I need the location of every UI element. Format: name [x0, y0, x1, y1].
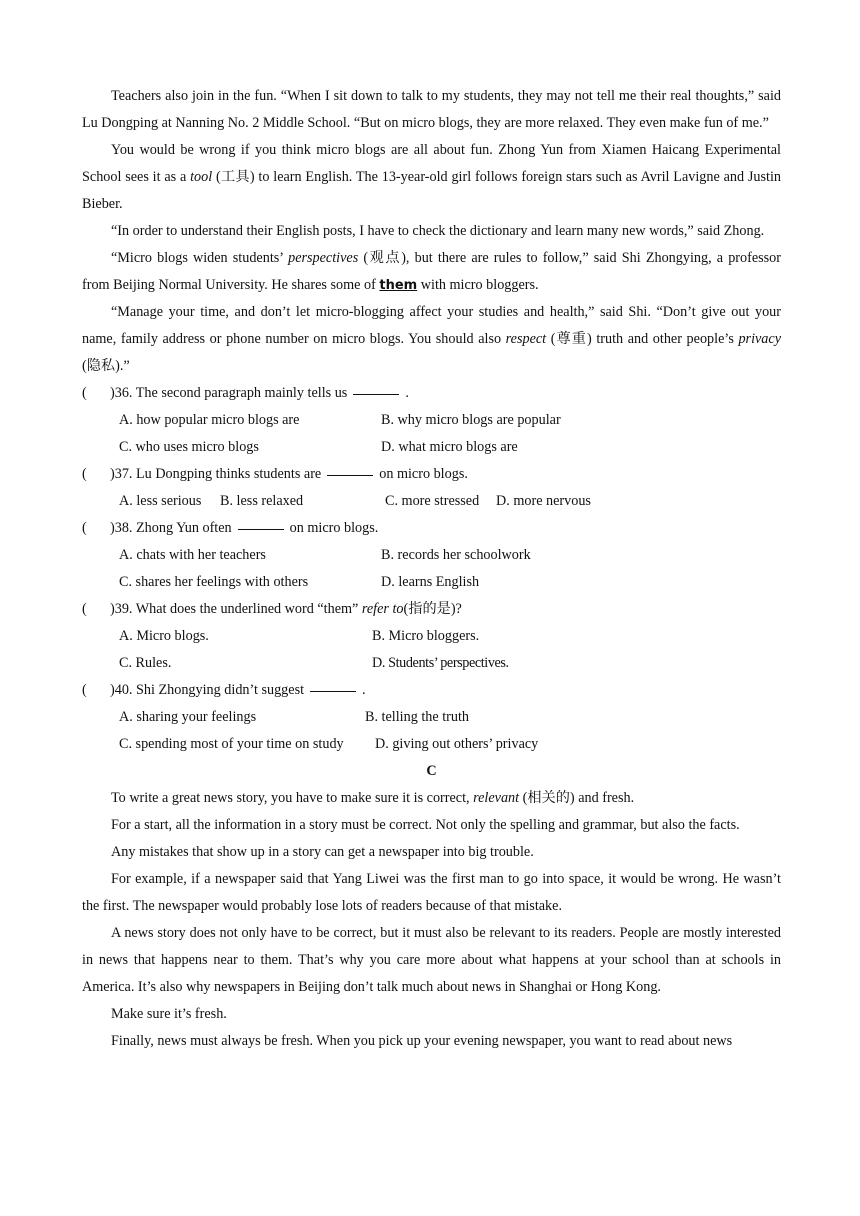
- answer-blank: [310, 677, 356, 692]
- question-38: [82, 515, 781, 542]
- question-end: .: [362, 682, 366, 698]
- word-privacy: privacy: [738, 331, 781, 347]
- option-c: C. spending most of your time on study: [119, 736, 344, 752]
- options-row: [82, 569, 781, 596]
- section-heading-c: C: [426, 763, 437, 779]
- paragraph-news-story: [82, 785, 781, 812]
- question-stem: )39. What does the underlined word “them”: [110, 601, 359, 617]
- option-c: C. shares her feelings with others: [119, 574, 309, 590]
- answer-blank: [353, 380, 399, 395]
- paragraph-correct: For a start, all the information in a story must be correct. Not only the spelling and grammar, but also the facts.: [111, 817, 740, 833]
- paragraph-zhong-yun: [82, 137, 781, 218]
- question-end: .: [405, 385, 409, 401]
- answer-paren[interactable]: (: [82, 466, 87, 482]
- text: (观点), but there are rules to follow,” said Shi Zhongying, a professor from Beijing Normal University. He shares some of: [82, 250, 781, 293]
- paragraph-teachers: Teachers also join in the fun. “When I sit down to talk to my students, they may not tell me their real thoughts,” said Lu Dongping at Nanning No. 2 Middle School. “But on micro blogs, they are more relaxed. They even make fun of me.”: [82, 88, 781, 131]
- question-end: (指的是)?: [403, 601, 462, 617]
- option-d: D. giving out others’ privacy: [375, 736, 539, 752]
- answer-paren[interactable]: (: [82, 520, 87, 536]
- options-row: [82, 434, 781, 461]
- question-stem: )36. The second paragraph mainly tells us: [110, 385, 348, 401]
- option-d: D. more nervous: [496, 493, 591, 509]
- answer-paren[interactable]: (: [82, 601, 87, 617]
- word-tool: tool: [190, 169, 213, 185]
- word-perspectives: perspectives: [288, 250, 359, 266]
- options-row: [82, 704, 781, 731]
- option-a: A. less serious: [119, 493, 202, 509]
- document-page: [82, 83, 781, 1055]
- word-relevant: relevant: [473, 790, 520, 806]
- question-stem: )37. Lu Dongping thinks students are: [110, 466, 322, 482]
- option-c: C. who uses micro blogs: [119, 439, 259, 455]
- question-end: on micro blogs.: [379, 466, 468, 482]
- option-d: D. Students’ perspectives.: [372, 655, 509, 671]
- word-respect: respect: [505, 331, 547, 347]
- options-row: [82, 731, 781, 758]
- option-d: D. learns English: [381, 574, 480, 590]
- paragraph-fresh: Finally, news must always be fresh. When you pick up your evening newspaper, you want to read about news: [111, 1033, 733, 1049]
- text: To write a great news story, you have to make sure it is correct,: [111, 790, 474, 806]
- text: You would be wrong if you think micro blogs are all about fun. Zhong Yun from Xiamen Haicang Experimental School sees it as a: [82, 142, 781, 185]
- options-row: [82, 542, 781, 569]
- text: (隐私).”: [82, 358, 130, 374]
- question-36: [82, 380, 781, 407]
- options-row: [82, 623, 781, 650]
- option-a: A. chats with her teachers: [119, 547, 266, 563]
- paragraph-relevant: A news story does not only have to be correct, but it must also be relevant to its readers. People are mostly interested in news that happens near to them. That’s why you care more about what happens at your school than at schools in America. It’s also why newspapers in Beijing don’t talk much about news in Shanghai or Hong Kong.: [82, 925, 781, 995]
- text: with micro bloggers.: [417, 277, 539, 293]
- options-row: [82, 488, 781, 515]
- question-stem: )40. Shi Zhongying didn’t suggest: [110, 682, 305, 698]
- text: (相关的) and fresh.: [519, 790, 635, 806]
- option-b: B. less relaxed: [220, 493, 304, 509]
- question-37: [82, 461, 781, 488]
- text: (工具) to learn English. The 13-year-old girl follows foreign stars such as Avril Lavigne and Justin Bieber.: [82, 169, 781, 212]
- paragraph-example: For example, if a newspaper said that Yang Liwei was the first man to go into space, it would be wrong. He wasn’t the first. The newspaper would probably lose lots of readers because of that mistake.: [82, 871, 781, 914]
- option-b: B. telling the truth: [365, 709, 470, 725]
- phrase-refer-to: refer to: [361, 601, 404, 617]
- paragraph-manage-time: [82, 299, 781, 380]
- option-b: B. records her schoolwork: [381, 547, 531, 563]
- underlined-word-them: them: [379, 278, 418, 293]
- question-40: [82, 677, 781, 704]
- option-a: A. Micro blogs.: [119, 628, 209, 644]
- option-d: D. what micro blogs are: [381, 439, 518, 455]
- options-row: [82, 650, 781, 677]
- option-c: C. Rules.: [119, 655, 172, 671]
- paragraph-dictionary: “In order to understand their English posts, I have to check the dictionary and learn many new words,” said Zhong.: [111, 223, 765, 239]
- text: “Micro blogs widen students’: [111, 250, 289, 266]
- paragraph-fresh-heading: Make sure it’s fresh.: [111, 1006, 227, 1022]
- answer-blank: [327, 461, 373, 476]
- text: “Manage your time, and don’t let micro-blogging affect your studies and health,” said Shi. “Don’t give out your name, family address or phone number on micro blogs. You should also: [82, 304, 781, 347]
- option-a: A. how popular micro blogs are: [119, 412, 300, 428]
- option-b: B. why micro blogs are popular: [381, 412, 561, 428]
- option-b: B. Micro bloggers.: [372, 628, 480, 644]
- text: (尊重) truth and other people’s: [546, 331, 739, 347]
- answer-blank: [238, 515, 284, 530]
- option-a: A. sharing your feelings: [119, 709, 257, 725]
- answer-paren[interactable]: (: [82, 682, 87, 698]
- answer-paren[interactable]: (: [82, 385, 87, 401]
- question-stem: )38. Zhong Yun often: [110, 520, 232, 536]
- option-c: C. more stressed: [385, 493, 480, 509]
- question-39: [82, 596, 781, 623]
- paragraph-mistakes: Any mistakes that show up in a story can get a newspaper into big trouble.: [111, 844, 534, 860]
- options-row: [82, 407, 781, 434]
- paragraph-shi-zhongying: [82, 245, 781, 299]
- question-end: on micro blogs.: [289, 520, 379, 536]
